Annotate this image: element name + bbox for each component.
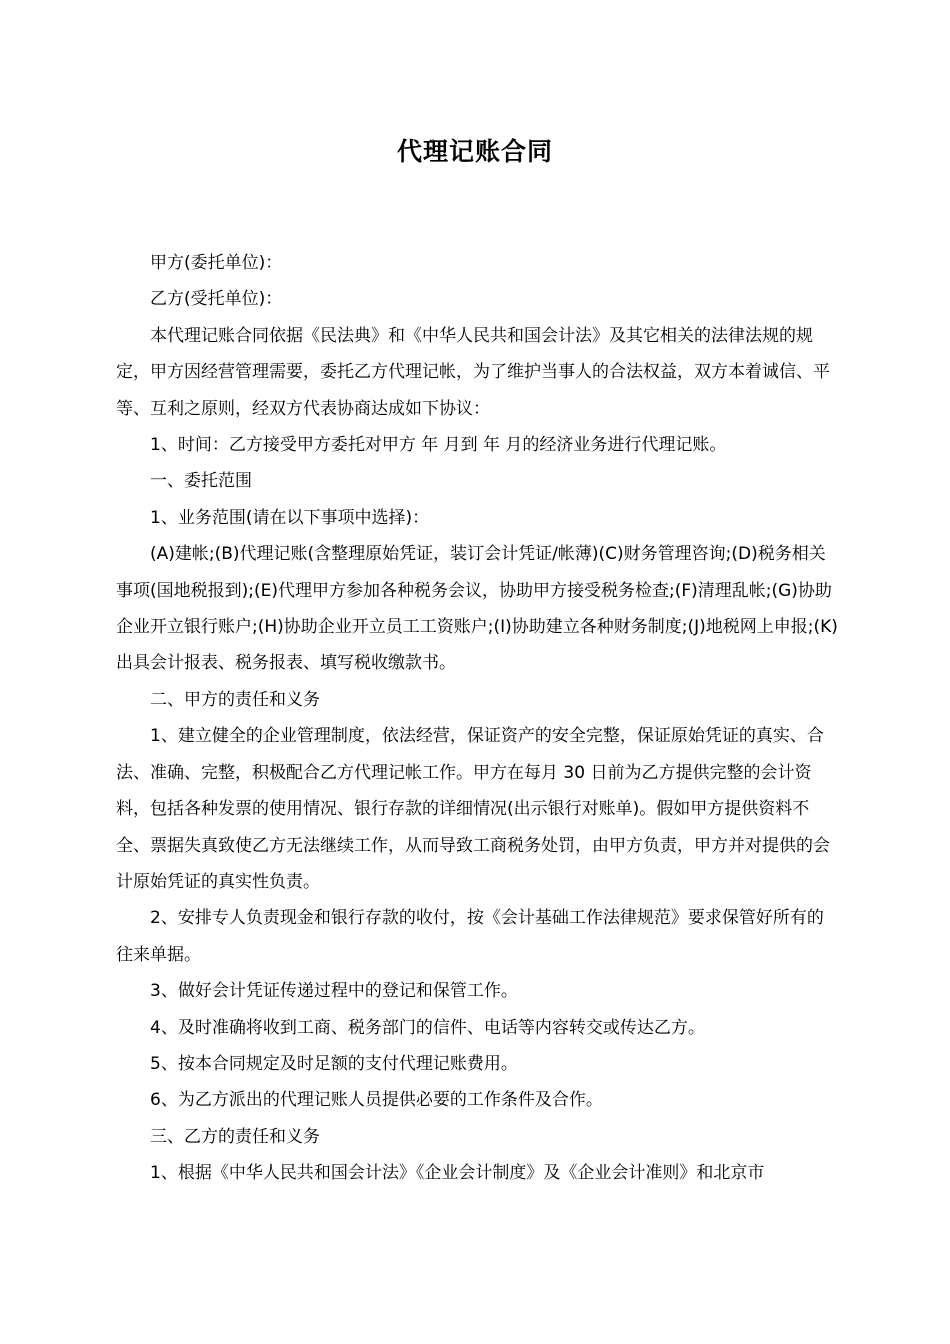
preamble-paragraph: 本代理记账合同依据《民法典》和《中华人民共和国会计法》及其它相关的法律法规的规定，甲方因经营管理需要，委托乙方代理记帐，为了维护当事人的合法权益，双方本着诚信、平等、互利之原则，经双方代表协商达成如下协议： [116,325,830,419]
section-heading-party-a-duties: 二、甲方的责任和义务 [150,689,320,710]
section-heading-scope: 一、委托范围 [150,471,252,492]
party-a-duty-3: 3、做好会计凭证传递过程中的登记和保管工作。 [150,981,518,1002]
contract-body [116,245,838,1192]
party-a-duty-4: 4、及时准确将收到工商、税务部门的信件、电话等内容转交或传达乙方。 [150,1017,705,1038]
document-title: 代理记账合同 [396,137,553,166]
party-a-duty-5: 5、按本合同规定及时足额的支付代理记账费用。 [150,1053,518,1074]
scope-clause-1: 1、业务范围(请在以下事项中选择)： [150,507,430,528]
party-a-duty-2: 2、安排专人负责现金和银行存款的收付，按《会计基础工作法律规范》要求保管好所有的往来单据。 [116,908,824,965]
party-a-line: 甲方(委托单位)： [150,253,283,273]
scope-options-paragraph: (A)建帐;(B)代理记账(含整理原始凭证，装订会计凭证/帐薄)(C)财务管理咨询;(D)税务相关事项(国地税报到);(E)代理甲方参加各种税务会议，协助甲方接受税务检查;(F)清理乱帐;(G)协助企业开立银行账户;(H)协助企业开立员工工资账户;(I)协助建立各种财务制度;(J)地税网上申报;(K)出具会计报表、税务报表、填写税收缴款书。 [116,544,838,674]
party-a-duty-1: 1、建立健全的企业管理制度，依法经营，保证资产的安全完整，保证原始凭证的真实、合法、准确、完整，积极配合乙方代理记帐工作。甲方在每月 30 日前为乙方提供完整的会计资料，包括各种发票的使用情况、银行存款的详细情况(出示银行对账单)。假如甲方提供资料不全、票据失真致使乙方无法继续工作，从而导致工商税务处罚，由甲方负责，甲方并对提供的会计原始凭证的真实性负责。 [116,726,830,892]
party-a-duty-6: 6、为乙方派出的代理记账人员提供必要的工作条件及合作。 [150,1090,603,1111]
party-b-line: 乙方(受托单位)： [150,289,283,310]
party-b-duty-1: 1、根据《中华人民共和国会计法》《企业会计制度》及《企业会计准则》和北京市 [150,1163,765,1184]
section-heading-party-b-duties: 三、乙方的责任和义务 [150,1126,320,1147]
term-clause: 1、时间：乙方接受甲方委托对甲方 年 月到 年 月的经济业务进行代理记账。 [150,435,727,456]
